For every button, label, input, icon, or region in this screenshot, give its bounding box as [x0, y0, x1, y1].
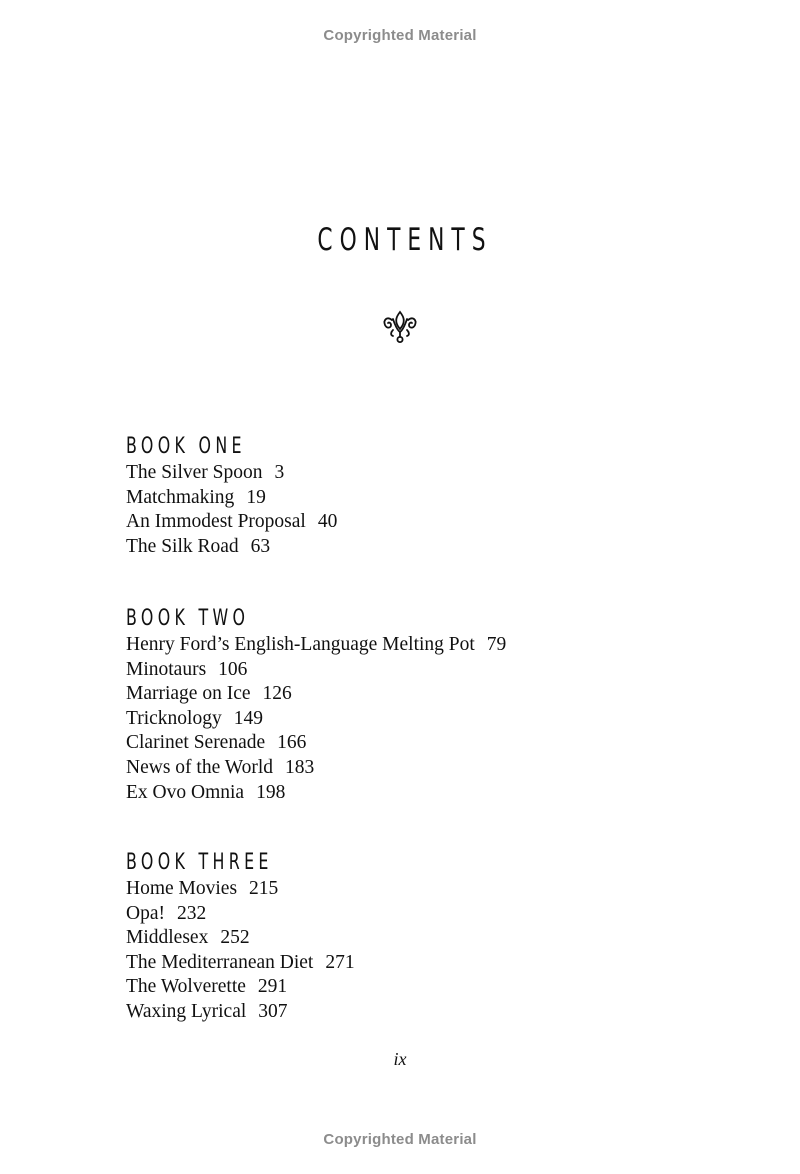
- toc-entry[interactable]: [126, 707, 506, 732]
- toc-entry[interactable]: [126, 731, 506, 756]
- toc-entry[interactable]: [126, 1000, 355, 1025]
- entry-title: Middlesex: [126, 927, 209, 949]
- entry-page: 149: [233, 707, 263, 729]
- entry-page: 183: [285, 756, 315, 778]
- entry-title: The Silk Road: [126, 535, 239, 557]
- entry-title: Tricknology: [126, 707, 222, 729]
- entry-page: 3: [274, 462, 285, 483]
- toc-entry[interactable]: [126, 951, 355, 976]
- entry-page: 166: [277, 732, 307, 754]
- entry-page: 106: [218, 658, 248, 680]
- entry-page: 232: [176, 902, 207, 924]
- entry-title: News of the World: [126, 756, 274, 778]
- toc-entry[interactable]: [126, 682, 506, 707]
- toc-entry[interactable]: [126, 633, 506, 658]
- page-title: CONTENTS: [317, 222, 493, 258]
- toc-entry[interactable]: [126, 535, 337, 560]
- entry-page: 198: [256, 781, 286, 803]
- entry-title: The Mediterranean Diet: [126, 951, 314, 973]
- toc-entry[interactable]: [126, 975, 355, 1000]
- toc-entry[interactable]: [126, 486, 337, 511]
- toc-entry[interactable]: [126, 510, 337, 535]
- entry-page: 271: [325, 951, 355, 973]
- toc-entry[interactable]: [126, 926, 355, 951]
- fleuron-icon: [381, 308, 419, 344]
- page-number: ix: [393, 1049, 407, 1069]
- copyright-watermark-bottom: Copyrighted Material: [323, 1131, 477, 1148]
- book-heading: BOOK ONE: [126, 434, 246, 459]
- entry-page: 79: [486, 634, 507, 655]
- copyright-watermark-top: Copyrighted Material: [323, 27, 477, 44]
- book-one-section: [126, 434, 337, 559]
- toc-entry[interactable]: [126, 461, 337, 486]
- entry-page: 291: [257, 976, 288, 998]
- entry-page: 215: [249, 878, 279, 899]
- book-three-section: [126, 850, 355, 1025]
- entry-page: 63: [250, 535, 271, 557]
- toc-entry[interactable]: [126, 877, 355, 902]
- book-two-section: [126, 606, 506, 805]
- entry-title: Opa!: [126, 902, 165, 924]
- toc-entry[interactable]: [126, 902, 355, 927]
- entry-title: An Immodest Proposal: [126, 511, 306, 533]
- entry-page: 252: [220, 927, 250, 949]
- book-heading: BOOK TWO: [126, 606, 250, 631]
- entry-page: 126: [262, 683, 292, 705]
- entry-title: The Wolverette: [126, 976, 246, 998]
- entry-title: The Silver Spoon: [126, 462, 263, 483]
- entry-title: Ex Ovo Omnia: [126, 781, 245, 803]
- entry-title: Henry Ford’s English-Language Melting Pot: [126, 634, 475, 655]
- entry-title: Clarinet Serenade: [126, 732, 266, 754]
- entry-page: 19: [246, 486, 266, 508]
- entry-page: 40: [317, 511, 338, 533]
- toc-entry[interactable]: [126, 658, 506, 683]
- entry-title: Home Movies: [126, 878, 238, 899]
- toc-entry[interactable]: [126, 756, 506, 781]
- entry-page: 307: [258, 1000, 288, 1022]
- entry-title: Marriage on Ice: [126, 683, 251, 705]
- entry-title: Matchmaking: [126, 486, 235, 508]
- entry-title: Waxing Lyrical: [126, 1000, 247, 1022]
- entry-title: Minotaurs: [126, 658, 207, 680]
- book-heading: BOOK THREE: [126, 850, 273, 875]
- toc-entry[interactable]: [126, 781, 506, 806]
